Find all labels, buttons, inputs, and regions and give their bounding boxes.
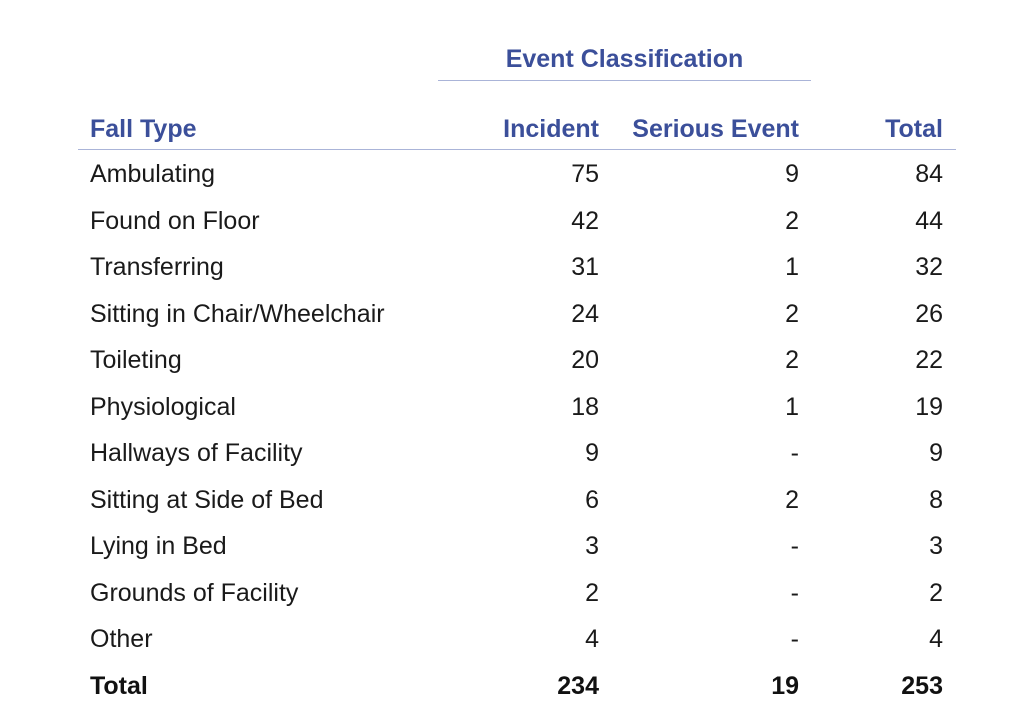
serious-event-cell: - [790, 625, 799, 653]
incident-cell: 24 [571, 300, 599, 328]
incident-cell: 31 [571, 253, 599, 281]
table-row [78, 527, 956, 567]
incident-cell: 42 [571, 207, 599, 235]
column-header-fall-type: Fall Type [90, 115, 197, 143]
incident-cell: 18 [571, 393, 599, 421]
total-cell: 26 [915, 300, 943, 328]
serious-event-cell: 1 [785, 393, 799, 421]
total-cell: 32 [915, 253, 943, 281]
serious-event-cell: 2 [785, 207, 799, 235]
incident-cell: 4 [585, 625, 599, 653]
incident-cell: 3 [585, 532, 599, 560]
fall-type-cell: Sitting at Side of Bed [90, 486, 324, 514]
table-row [78, 248, 956, 288]
column-header-serious-event: Serious Event [632, 115, 799, 143]
fall-type-cell: Hallways of Facility [90, 439, 303, 467]
column-header-total: Total [885, 115, 943, 143]
table-row [78, 202, 956, 242]
table-header-row [78, 110, 956, 150]
serious-event-cell: 2 [785, 486, 799, 514]
fall-type-cell: Found on Floor [90, 207, 260, 235]
table-row [78, 341, 956, 381]
total-cell: 2 [929, 579, 943, 607]
total-cell: 3 [929, 532, 943, 560]
grand-total: 253 [901, 672, 943, 700]
table-row [78, 295, 956, 335]
serious-event-cell: - [790, 532, 799, 560]
total-cell: 22 [915, 346, 943, 374]
total-cell: 19 [915, 393, 943, 421]
table-row [78, 620, 956, 660]
table-row [78, 155, 956, 195]
incident-cell: 6 [585, 486, 599, 514]
total-cell: 8 [929, 486, 943, 514]
fall-type-cell: Ambulating [90, 160, 216, 188]
total-serious-event: 19 [771, 672, 799, 700]
table-row [78, 574, 956, 614]
incident-cell: 20 [571, 346, 599, 374]
header-rule [78, 149, 956, 150]
total-cell: 4 [929, 625, 943, 653]
total-cell: 84 [915, 160, 943, 188]
fall-type-cell: Transferring [90, 253, 224, 281]
table-row [78, 481, 956, 521]
serious-event-cell: 1 [785, 253, 799, 281]
incident-cell: 75 [571, 160, 599, 188]
total-row [78, 667, 956, 707]
total-incident: 234 [557, 672, 599, 700]
fall-type-cell: Toileting [90, 346, 182, 374]
serious-event-cell: 2 [785, 300, 799, 328]
event-classification-header: Event Classification [505, 45, 744, 73]
column-header-incident: Incident [503, 115, 599, 143]
fall-type-cell: Physiological [90, 393, 236, 421]
fall-type-cell: Sitting in Chair/Wheelchair [90, 300, 385, 328]
table-row [78, 388, 956, 428]
serious-event-cell: - [790, 439, 799, 467]
serious-event-cell: - [790, 579, 799, 607]
group-header-rule [438, 80, 811, 81]
fall-type-cell: Lying in Bed [90, 532, 227, 560]
incident-cell: 2 [585, 579, 599, 607]
incident-cell: 9 [585, 439, 599, 467]
total-cell: 44 [915, 207, 943, 235]
total-cell: 9 [929, 439, 943, 467]
fall-type-cell: Other [90, 625, 153, 653]
serious-event-cell: 9 [785, 160, 799, 188]
fall-type-cell: Grounds of Facility [90, 579, 299, 607]
total-label: Total [90, 672, 148, 700]
table-row [78, 434, 956, 474]
serious-event-cell: 2 [785, 346, 799, 374]
